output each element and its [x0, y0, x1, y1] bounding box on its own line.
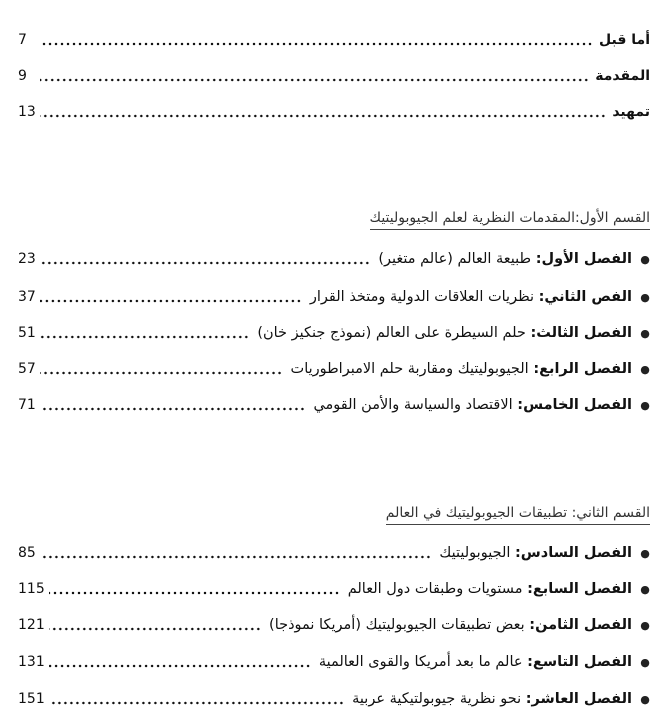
dot-leader	[49, 582, 340, 596]
toc-chapter-2[interactable]	[18, 284, 650, 310]
bullet-icon: ●	[640, 582, 650, 596]
chapter-label: الفص الثاني:	[538, 289, 632, 305]
chapter-title	[313, 397, 632, 413]
toc-chapter-9[interactable]	[18, 649, 650, 675]
part-2-heading	[386, 505, 650, 521]
dot-leader	[49, 618, 261, 632]
dot-leader	[40, 252, 370, 266]
dot-leader	[40, 546, 431, 560]
page-number: 23	[18, 251, 36, 267]
chapter-label: الفصل السادس:	[515, 545, 632, 561]
chapter-name: بعض تطبيقات الجيوبوليتيك (أمريكا نموذجا)	[269, 617, 525, 633]
page-number: 37	[18, 289, 36, 305]
toc-chapter-5[interactable]	[18, 392, 650, 418]
bullet-icon: ●	[640, 362, 650, 376]
chapter-name: نحو نظرية جيوبولتيكية عربية	[352, 691, 522, 707]
toc-chapter-10[interactable]	[18, 686, 650, 712]
dot-leader	[40, 105, 606, 119]
bullet-icon: ●	[640, 398, 650, 412]
dot-leader	[40, 33, 593, 47]
page-number: 71	[18, 397, 36, 413]
page-number: 57	[18, 361, 36, 377]
bullet-icon: ●	[640, 546, 650, 560]
chapter-name: عالم ما بعد أمريكا والقوى العالمية	[318, 654, 523, 670]
chapter-title	[352, 691, 632, 707]
chapter-title	[291, 361, 632, 377]
entry-title: المقدمة	[595, 68, 650, 84]
toc-chapter-7[interactable]	[18, 576, 650, 602]
page-number: 13	[18, 104, 36, 120]
chapter-name: الاقتصاد والسياسة والأمن القومي	[313, 397, 513, 413]
toc-chapter-8[interactable]	[18, 612, 650, 638]
page-number: 121	[18, 617, 45, 633]
chapter-label: الفصل الخامس:	[517, 397, 632, 413]
heading-underline	[386, 524, 650, 525]
chapter-label: الفصل التاسع:	[527, 654, 632, 670]
chapter-label: الفصل العاشر:	[525, 691, 632, 707]
bullet-icon: ●	[640, 618, 650, 632]
toc-entry-front-2[interactable]	[18, 63, 650, 89]
chapter-label: الفصل السابع:	[527, 581, 632, 597]
dot-leader	[40, 326, 249, 340]
chapter-name: الجيوبوليتيك	[439, 545, 511, 561]
chapter-name: حلم السيطرة على العالم (نموذج جنكيز خان)	[257, 325, 526, 341]
part-heading-text: القسم الثاني: تطبيقات الجيوبوليتيك في العالم	[385, 505, 650, 521]
dot-leader	[49, 692, 344, 706]
bullet-icon: ●	[640, 290, 650, 304]
heading-underline	[370, 229, 650, 230]
chapter-name: طبيعة العالم (عالم متغير)	[378, 251, 532, 267]
dot-leader	[40, 398, 305, 412]
dot-leader	[40, 362, 283, 376]
page-number: 9	[18, 68, 27, 84]
chapter-name: مستويات وطبقات دول العالم	[347, 581, 523, 597]
bullet-icon: ●	[640, 326, 650, 340]
dot-leader	[40, 290, 302, 304]
toc-chapter-6[interactable]	[18, 540, 650, 566]
chapter-label: الفصل الثالث:	[530, 325, 632, 341]
toc-entry-front-3[interactable]	[18, 99, 650, 125]
chapter-name: نظريات العلاقات الدولية ومتخذ القرار	[309, 289, 535, 305]
part-1-heading	[370, 210, 650, 226]
part-heading-text: القسم الأول:المقدمات النظرية لعلم الجيوبوليتيك	[369, 210, 650, 226]
dot-leader	[40, 69, 589, 83]
toc-chapter-4[interactable]	[18, 356, 650, 382]
chapter-label: الفصل الأول:	[535, 251, 632, 267]
page-number: 115	[18, 581, 45, 597]
toc-chapter-3[interactable]	[18, 320, 650, 346]
bullet-icon: ●	[640, 692, 650, 706]
chapter-name: الجيوبوليتيك ومقاربة حلم الامبراطوريات	[290, 361, 529, 377]
page-number: 85	[18, 545, 36, 561]
chapter-title	[269, 617, 632, 633]
bullet-icon: ●	[640, 252, 650, 266]
chapter-title	[439, 545, 632, 561]
bullet-icon: ●	[640, 655, 650, 669]
chapter-title	[257, 325, 632, 341]
page-number: 51	[18, 325, 36, 341]
chapter-label: الفصل الثامن:	[529, 617, 632, 633]
toc-chapter-1[interactable]	[18, 246, 650, 272]
entry-title: أما قبل	[599, 32, 650, 48]
chapter-title	[310, 289, 632, 305]
chapter-label: الفصل الرابع:	[533, 361, 632, 377]
page-number: 131	[18, 654, 45, 670]
page-number: 7	[18, 32, 27, 48]
chapter-title	[378, 251, 632, 267]
chapter-title	[319, 654, 632, 670]
entry-title: تمهيد	[612, 104, 650, 120]
dot-leader	[49, 655, 311, 669]
toc-entry-front-1[interactable]	[18, 27, 650, 53]
chapter-title	[348, 581, 632, 597]
page-number: 151	[18, 691, 45, 707]
